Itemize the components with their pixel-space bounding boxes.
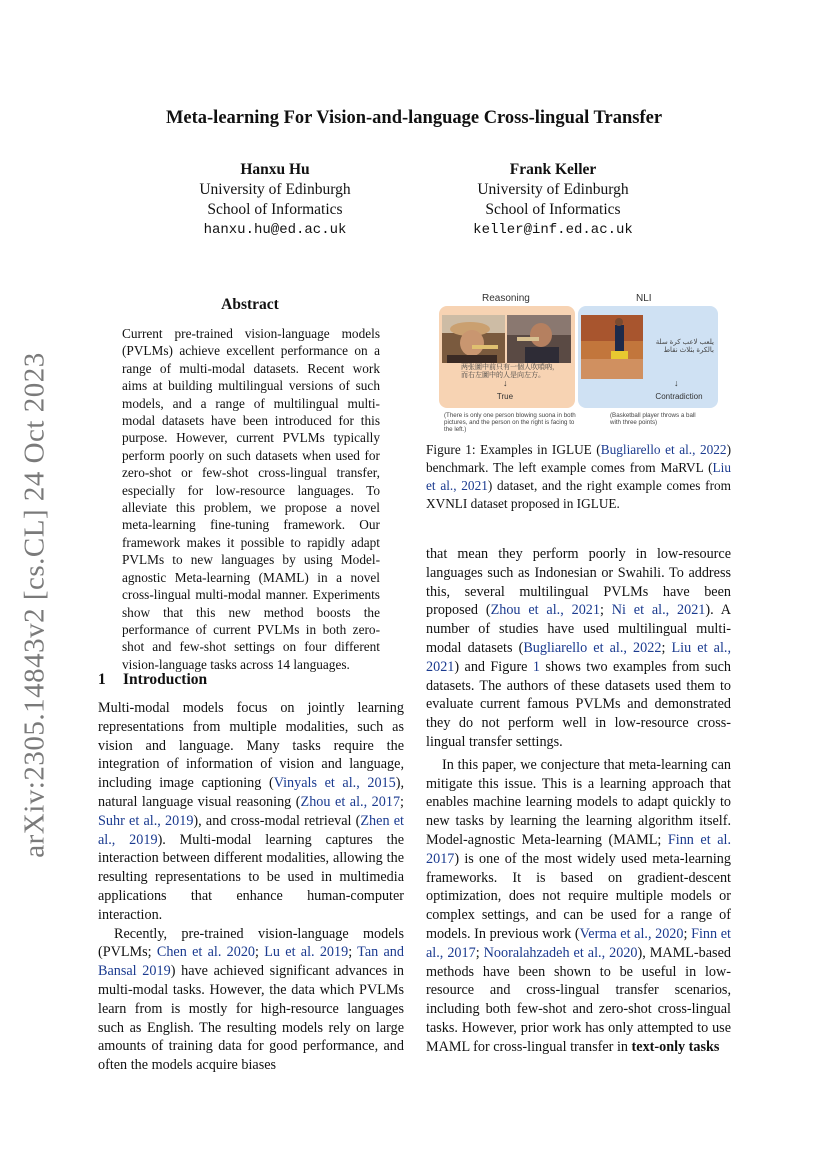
author-email: keller@inf.ed.ac.uk xyxy=(473,222,633,238)
section-number: 1 xyxy=(98,671,106,688)
citation-link[interactable]: Lu et al. 2019 xyxy=(264,944,349,961)
paragraph xyxy=(426,545,731,752)
citation-link[interactable]: Bugliarello et al., 2022 xyxy=(600,442,727,457)
text-run: ), MAML-based methods have been shown to be useful in low-resource and cross-lingual transfer scenarios, including both few-shot and zero-shot cross-lingual tasks. However, prior work has only attempted to use MAML for cross-lingual transfer in xyxy=(426,944,731,1055)
citation-link[interactable]: Zhou et al., 2017 xyxy=(300,793,401,810)
down-arrow-icon: ↓ xyxy=(503,378,508,388)
text-run: ), natural language visual reasoning ( xyxy=(98,775,405,810)
text-run: ; xyxy=(599,602,612,619)
caption-text xyxy=(426,441,731,513)
figure-1 xyxy=(424,290,730,433)
reasoning-statement: 两张圖中前只有一個人吹嗩吶，而右左圖中的人是向左方。 xyxy=(461,364,559,379)
paragraph xyxy=(426,756,731,1057)
figure-link[interactable]: 1 xyxy=(532,658,540,675)
text-run: shows two examples from such datasets. The authors of these datasets used them to evaluate current famous PVLMs and demonstrated they do not perform well in low-resource cross-lingual transfer settings. xyxy=(426,658,731,750)
text-run: ; xyxy=(400,793,404,810)
nli-translation: (Basketball player throws a ball with three points) xyxy=(610,412,696,426)
text-run: ). A number of studies have used multilingual multi-modal datasets ( xyxy=(426,602,731,656)
text-run: ), and cross-modal retrieval ( xyxy=(193,812,361,829)
arxiv-identifier: arXiv:2305.14843v2 [cs.CL] 24 Oct 2023 xyxy=(18,352,51,858)
nli-panel xyxy=(578,306,718,408)
text-run: ) have achieved significant advances in multi-modal tasks. However, the data which PVLMs learn from is mostly for high-resource languages such as English. The resulting models rely on large amounts of training data for good performance, and often the models acquire biases xyxy=(98,963,404,1074)
author-name: Hanxu Hu xyxy=(240,161,310,178)
basketball-photo xyxy=(581,315,643,379)
citation-link[interactable]: Verma et al., 2020 xyxy=(579,925,684,942)
text-run: ; xyxy=(475,944,484,961)
abstract-text: Current pre-trained vision-language models (PVLMs) achieve excellent performance on a range of multi-modal datasets. Recent work aims at building multilingual versions of such models, and a range of multilingual multi-modal datasets have been introduced for this purpose. However, current PVLMs typically perform poorly on such datasets when used for zero-shot or few-shot cross-lingual transfer, especially for low-resource languages. To alleviate this problem, we propose a novel meta-learning fine-tuning framework. Our framework makes it possible to rapidly adapt PVLMs to new languages by using Model-agnostic Meta-learning (MAML) in a novel cross-lingual multi-modal manner. Experiments show that this new method boosts the performance of current PVLMs in both zero-shot and few-shot settings on four different vision-language tasks across 14 languages. xyxy=(122,326,380,672)
citation-link[interactable]: Chen et al. 2020 xyxy=(156,944,256,961)
citation-link[interactable]: Liu et al., 2021 xyxy=(426,639,731,675)
abstract-heading: Abstract xyxy=(221,296,279,313)
text-run: In this paper, we conjecture that meta-learning can mitigate this issue. This is a learning approach that enables machine learning models to adapt quickly to new tasks by learning the learning algorithm itself. Model-agnostic Meta-learning (MAML; xyxy=(426,756,731,848)
author-email: hanxu.hu@ed.ac.uk xyxy=(203,222,347,238)
text-run: Multi-modal models focus on jointly learning representations from multiple modalities, such as vision and language. Many tasks require the integration of information of vision and language, including image captioning ( xyxy=(98,700,404,792)
author-name: Frank Keller xyxy=(509,161,597,178)
text-run: Figure 1: Examples in IGLUE ( xyxy=(426,442,601,457)
citation-link[interactable]: Zhou et al., 2021 xyxy=(490,602,600,619)
abstract-body xyxy=(122,325,380,673)
text-run: ; xyxy=(683,925,692,942)
left-column-body xyxy=(98,699,404,1075)
paragraph xyxy=(98,699,404,925)
citation-link[interactable]: Liu et al., 2021 xyxy=(426,460,731,493)
text-run: ) and Figure xyxy=(454,658,533,675)
section-title: Introduction xyxy=(123,671,208,688)
citation-link[interactable]: Nooralahzadeh et al., 2020 xyxy=(483,944,638,961)
text-run: ) benchmark. The left example comes from MaRVL ( xyxy=(426,442,732,475)
citation-link[interactable]: Bugliarello et al., 2022 xyxy=(523,639,662,656)
figure-caption xyxy=(426,441,731,513)
citation-link[interactable]: Suhr et al., 2019 xyxy=(98,812,194,829)
citation-link[interactable]: Vinyals et al., 2015 xyxy=(273,775,396,792)
reasoning-verdict: True xyxy=(496,392,514,401)
reasoning-panel xyxy=(439,306,575,408)
nli-hypothesis: يلعب لاعب كرة سلة بالكرة بثلاث نقاط xyxy=(655,339,714,354)
figure-label-nli: NLI xyxy=(636,293,652,304)
author-affiliation: University of Edinburgh xyxy=(477,181,629,198)
author-2 xyxy=(423,160,683,240)
paper-title: Meta-learning For Vision-and-language Cross-lingual Transfer xyxy=(165,108,663,128)
right-column-body xyxy=(426,545,731,1057)
text-run: ; xyxy=(255,944,265,961)
author-department: School of Informatics xyxy=(485,201,621,218)
emphasis-text: text-only tasks xyxy=(631,1038,720,1055)
paragraph xyxy=(98,925,404,1075)
citation-link[interactable]: Finn et al. 2017 xyxy=(426,831,731,867)
citation-link[interactable]: Finn et al., 2017 xyxy=(426,925,731,961)
citation-link[interactable]: Zhen et al., 2019 xyxy=(98,812,405,848)
text-run: that mean they perform poorly in low-resource languages such as Indonesian or Swahili. To address this, several multilingual PVLMs have been proposed ( xyxy=(426,546,731,619)
text-run: ; xyxy=(348,944,358,961)
figure-label-reasoning: Reasoning xyxy=(482,293,530,304)
author-affiliation: University of Edinburgh xyxy=(199,181,351,198)
text-run: ; xyxy=(661,639,672,656)
suona-player-photo-1 xyxy=(442,315,505,363)
text-run: ) dataset, and the right example comes from XVNLI dataset proposed in IGLUE. xyxy=(426,478,731,511)
suona-player-photo-2 xyxy=(507,315,571,363)
author-department: School of Informatics xyxy=(207,201,343,218)
section-heading xyxy=(98,671,207,689)
text-run: Recently, pre-trained vision-language models (PVLMs; xyxy=(98,925,404,961)
citation-link[interactable]: Ni et al., 2021 xyxy=(611,602,706,619)
text-run: ). Multi-modal learning captures the interaction between different modalities, allowing the resulting representations to be used in multimedia applications that enhance human-computer interaction. xyxy=(98,831,404,923)
reasoning-translation: (There is only one person blowing suona in both pictures, and the person on the right is facing to the left.) xyxy=(444,412,576,433)
citation-link[interactable]: Tan and Bansal 2019 xyxy=(98,944,404,980)
text-run: ) is one of the most widely used meta-learning frameworks. It is based on gradient-descent optimization, does not require multiple models or complex settings, and can be used for a range of models. In previous work ( xyxy=(426,850,731,942)
down-arrow-icon: ↓ xyxy=(674,378,679,388)
nli-verdict: Contradiction xyxy=(655,392,703,401)
author-1 xyxy=(145,160,405,240)
